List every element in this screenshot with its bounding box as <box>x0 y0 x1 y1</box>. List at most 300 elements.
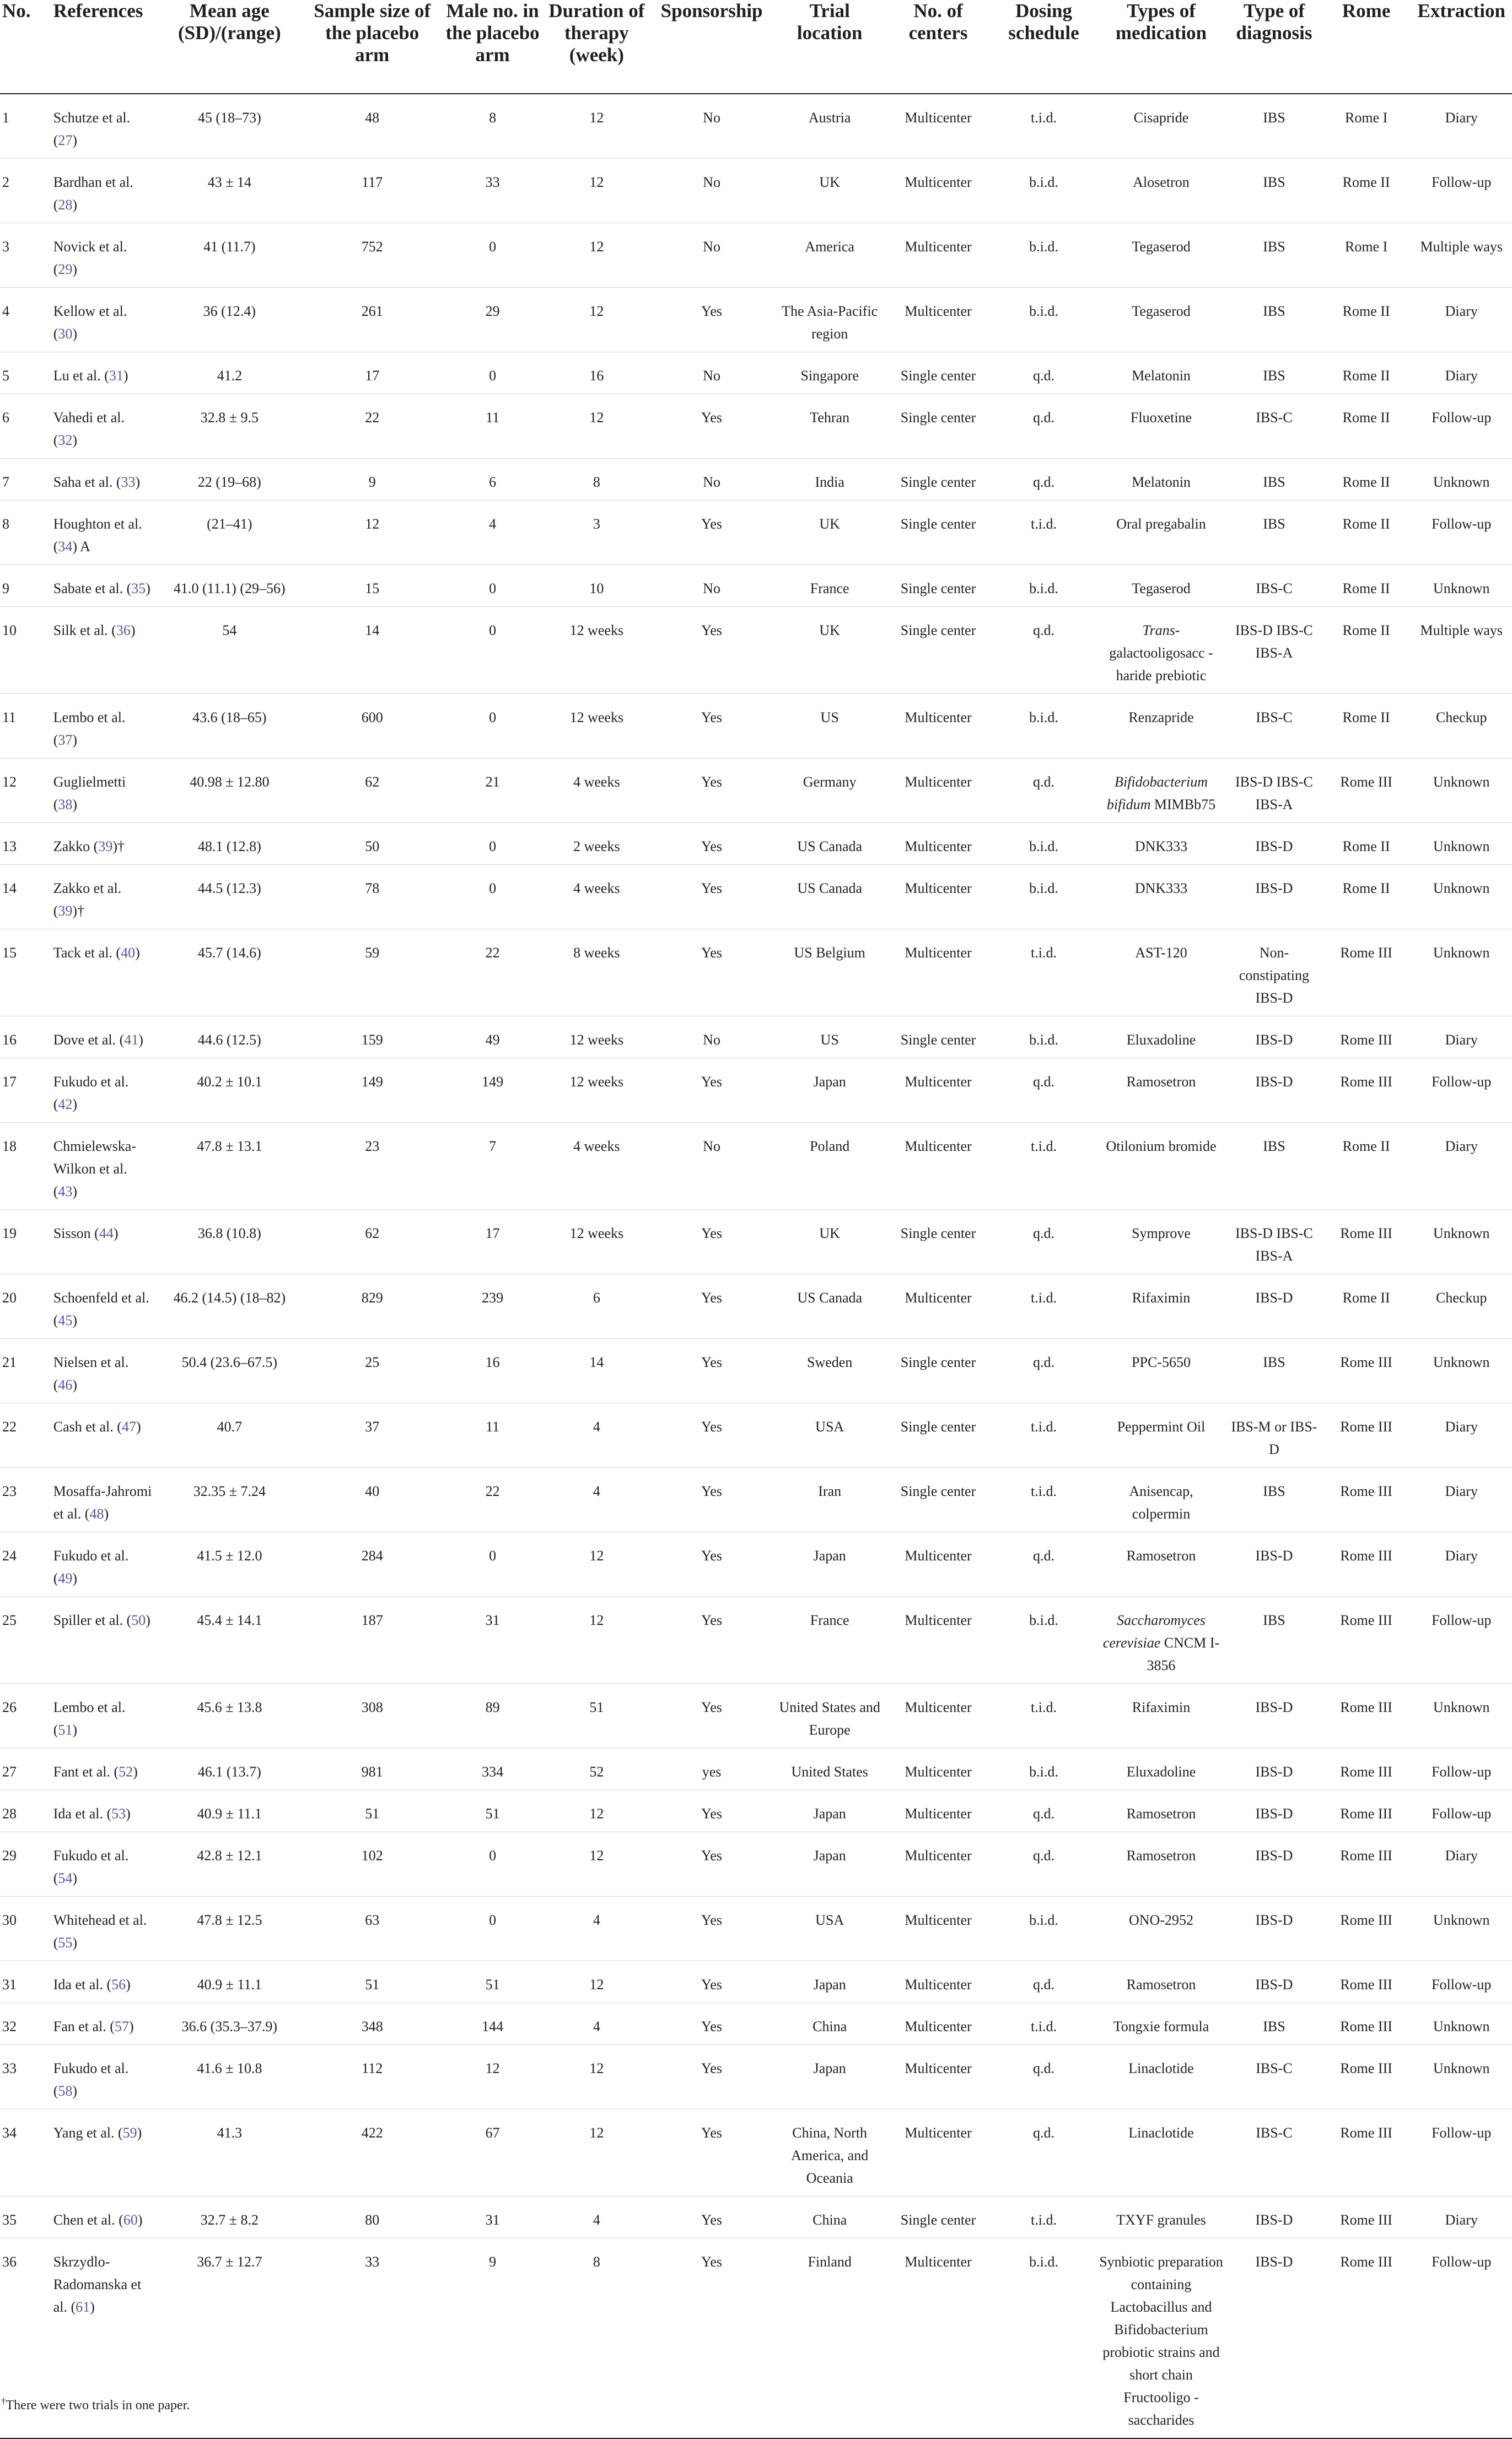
cell-reference <box>51 223 155 288</box>
cell-male-no: 21 <box>485 774 500 790</box>
reference-author: Novick et al. ( <box>53 239 127 277</box>
cell-centers: Multicenter <box>905 2125 972 2141</box>
cell-location: China <box>813 2018 847 2034</box>
cell-mean-age: 45.7 (14.6) <box>197 945 261 961</box>
cell-medication <box>1096 2196 1226 2238</box>
reference-author: Schutze et al. ( <box>53 110 131 148</box>
cell-dosing: q.d. <box>1032 2060 1054 2076</box>
table-row <box>0 2238 1512 2439</box>
reference-link[interactable]: 27 <box>58 132 73 148</box>
reference-link[interactable]: 54 <box>58 1870 73 1886</box>
cell-centers: Single center <box>900 368 976 384</box>
cell-mean-age: 32.8 ± 9.5 <box>200 410 259 426</box>
reference-author: Lembo et al. ( <box>53 1699 126 1738</box>
cell-extraction: Diary <box>1445 1138 1478 1154</box>
cell-duration: 12 <box>589 1548 604 1564</box>
cell-no: 23 <box>2 1483 17 1499</box>
footnote-text: There were two trials in one paper. <box>6 2398 190 2413</box>
cell-location: Sweden <box>807 1354 853 1370</box>
cell-extraction: Diary <box>1445 1483 1478 1499</box>
reference-link[interactable]: 53 <box>111 1806 126 1822</box>
reference-link[interactable]: 56 <box>111 1977 126 1993</box>
cell-male-no: 22 <box>485 945 500 961</box>
medication-name: Tegaserod <box>1132 580 1191 596</box>
cell-extraction: Follow-up <box>1432 1074 1492 1090</box>
cell-sponsorship: Yes <box>701 1806 722 1822</box>
reference-link[interactable]: 61 <box>76 2299 90 2315</box>
cell-mean-age: 43.6 (18–65) <box>192 709 267 725</box>
cell-no: 20 <box>2 1290 17 1306</box>
cell-diagnosis: IBS-D IBS-C IBS-A <box>1235 1225 1313 1264</box>
cell-sponsorship: Yes <box>701 1612 722 1628</box>
cell-mean-age: 47.8 ± 12.5 <box>197 1912 262 1928</box>
cell-diagnosis: IBS <box>1263 474 1285 490</box>
reference-author: Kellow et al. ( <box>53 303 127 342</box>
reference-link[interactable]: 46 <box>58 1377 73 1393</box>
cell-location: France <box>810 1612 849 1628</box>
reference-link[interactable]: 44 <box>99 1225 114 1241</box>
cell-duration: 12 <box>589 174 604 190</box>
cell-mean-age: 40.7 <box>217 1419 243 1435</box>
cell-centers: Multicenter <box>905 1912 972 1928</box>
cell-sponsorship: No <box>703 580 720 596</box>
medication-name: Anisencap, colpermin <box>1129 1483 1193 1522</box>
cell-sample-size: 12 <box>365 516 380 532</box>
cell-dosing: b.i.d. <box>1029 174 1058 190</box>
cell-sponsorship: Yes <box>701 516 722 532</box>
cell-location: UK <box>819 516 840 532</box>
cell-centers: Multicenter <box>905 838 972 854</box>
cell-duration: 51 <box>589 1699 604 1715</box>
medication-name: Linaclotide <box>1128 2125 1194 2141</box>
cell-location: China <box>813 2212 847 2228</box>
cell-sponsorship: Yes <box>701 2018 722 2034</box>
cell-diagnosis: Non-constipating IBS-D <box>1239 945 1309 1006</box>
cell-location: Austria <box>808 110 851 126</box>
cell-dosing: b.i.d. <box>1029 1764 1058 1780</box>
cell-diagnosis: IBS <box>1263 110 1285 126</box>
reference-link[interactable]: 39 <box>98 838 113 854</box>
cell-reference <box>51 159 155 223</box>
cell-extraction: Follow-up <box>1432 410 1492 426</box>
cell-extraction: Unknown <box>1433 880 1490 896</box>
cell-medication <box>1096 223 1226 288</box>
col-header-centers: No. of centers <box>908 0 968 44</box>
cell-male-no: 0 <box>489 709 497 725</box>
reference-link[interactable]: 32 <box>58 432 73 448</box>
reference-author: Houghton et al. ( <box>53 516 142 554</box>
cell-sample-size: 51 <box>365 1806 380 1822</box>
reference-link[interactable]: 52 <box>119 1764 133 1780</box>
cell-extraction: Unknown <box>1433 838 1490 854</box>
cell-reference <box>51 352 155 394</box>
reference-suffix: ) <box>136 1419 141 1435</box>
cell-sample-size: 117 <box>362 174 383 190</box>
reference-link[interactable]: 59 <box>122 2125 137 2141</box>
reference-author: Zakko ( <box>53 838 99 854</box>
cell-dosing: q.d. <box>1032 410 1054 426</box>
medication-name: Eluxadoline <box>1126 1764 1196 1780</box>
reference-link[interactable]: 34 <box>58 539 73 554</box>
cell-male-no: 11 <box>486 410 500 426</box>
cell-no: 9 <box>2 580 9 596</box>
footnote <box>1 2397 190 2414</box>
cell-duration: 12 <box>589 1848 604 1864</box>
cell-sponsorship: Yes <box>701 774 722 790</box>
cell-sample-size: 829 <box>361 1290 383 1306</box>
cell-sample-size: 33 <box>365 2254 380 2270</box>
cell-reference <box>51 694 155 758</box>
cell-extraction: Diary <box>1445 1848 1478 1864</box>
reference-link[interactable]: 43 <box>58 1183 73 1199</box>
cell-extraction: Diary <box>1445 2212 1478 2228</box>
cell-sponsorship: Yes <box>701 880 722 896</box>
reference-author: Ida et al. ( <box>53 1977 112 1993</box>
reference-author: Lembo et al. ( <box>53 709 126 748</box>
cell-duration: 12 <box>589 410 604 426</box>
table-row <box>0 459 1512 500</box>
reference-link[interactable]: 45 <box>58 1312 73 1328</box>
cell-male-no: 12 <box>485 2060 500 2076</box>
medication-italic: Saccharomyces cerevisiae <box>1102 1612 1206 1651</box>
cell-location: China, North America, and Oceania <box>791 2125 869 2186</box>
cell-location: US Canada <box>797 1290 863 1306</box>
cell-sponsorship: Yes <box>701 1977 722 1993</box>
cell-duration: 2 weeks <box>573 838 620 854</box>
reference-link[interactable]: 51 <box>58 1722 73 1738</box>
cell-location: America <box>805 239 854 255</box>
cell-extraction: Unknown <box>1433 1354 1490 1370</box>
cell-dosing: b.i.d. <box>1029 580 1058 596</box>
reference-author: Fukudo et al. ( <box>53 1548 129 1586</box>
cell-rome: Rome II <box>1342 580 1390 596</box>
cell-dosing: q.d. <box>1032 1806 1054 1822</box>
reference-link[interactable]: 60 <box>123 2212 138 2228</box>
cell-sample-size: 37 <box>365 1419 380 1435</box>
reference-author: Skrzydlo-Radomanska et al. ( <box>53 2254 142 2315</box>
reference-suffix: ) <box>72 796 78 812</box>
table-row <box>0 223 1512 288</box>
table-body <box>0 94 1512 2438</box>
cell-location: Japan <box>813 1977 846 1993</box>
cell-mean-age: 47.8 ± 13.1 <box>197 1138 262 1154</box>
cell-sponsorship: Yes <box>701 1483 722 1499</box>
cell-rome: Rome II <box>1342 622 1390 638</box>
reference-link[interactable]: 40 <box>121 945 136 961</box>
reference-link[interactable]: 48 <box>89 1506 104 1522</box>
reference-author: Nielsen et al. ( <box>53 1354 129 1393</box>
cell-dosing: t.i.d. <box>1031 1290 1057 1306</box>
cell-medication <box>1096 1058 1226 1123</box>
reference-link[interactable]: 57 <box>114 2018 129 2034</box>
cell-diagnosis: IBS-D <box>1255 1764 1293 1780</box>
cell-duration: 6 <box>593 1290 600 1306</box>
cell-location: US Canada <box>797 838 863 854</box>
cell-no: 27 <box>2 1764 17 1780</box>
cell-extraction: Unknown <box>1433 474 1490 490</box>
cell-sponsorship: Yes <box>701 1290 722 1306</box>
reference-link[interactable]: 39 <box>58 903 73 919</box>
cell-male-no: 16 <box>485 1354 500 1370</box>
reference-link[interactable]: 35 <box>131 580 146 596</box>
medication-name: Melatonin <box>1132 368 1191 384</box>
reference-link[interactable]: 36 <box>116 622 131 638</box>
table-row <box>0 1748 1512 1790</box>
cell-location: Japan <box>813 1548 846 1564</box>
reference-link[interactable]: 55 <box>58 1935 73 1951</box>
cell-no: 16 <box>2 1032 17 1048</box>
cell-no: 18 <box>2 1138 17 1154</box>
cell-duration: 8 weeks <box>573 945 620 961</box>
table-row <box>0 1016 1512 1058</box>
cell-male-no: 4 <box>489 516 497 532</box>
reference-author: Fukudo et al. ( <box>53 1848 129 1886</box>
reference-link[interactable]: 38 <box>58 796 73 812</box>
cell-medication <box>1096 1532 1226 1597</box>
cell-male-no: 31 <box>485 1612 500 1628</box>
reference-suffix: ) A <box>72 539 90 554</box>
reference-link[interactable]: 50 <box>131 1612 146 1628</box>
cell-mean-age: 40.9 ± 11.1 <box>197 1806 262 1822</box>
cell-duration: 12 weeks <box>569 709 624 725</box>
cell-no: 25 <box>2 1612 17 1628</box>
cell-medication <box>1096 2045 1226 2109</box>
reference-link[interactable]: 29 <box>58 261 73 277</box>
cell-diagnosis: IBS-D <box>1255 1032 1293 1048</box>
cell-extraction: Follow-up <box>1432 1612 1492 1628</box>
cell-medication <box>1096 1468 1226 1532</box>
reference-suffix: ) <box>72 132 78 148</box>
cell-sample-size: 51 <box>365 1977 380 1993</box>
cell-medication <box>1096 1832 1226 1897</box>
cell-sample-size: 14 <box>365 622 380 638</box>
reference-link[interactable]: 42 <box>58 1096 73 1112</box>
medication-name: PPC-5650 <box>1132 1354 1191 1370</box>
reference-link[interactable]: 58 <box>58 2083 73 2099</box>
cell-centers: Multicenter <box>905 1699 972 1715</box>
reference-author: Dove et al. ( <box>53 1032 125 1048</box>
reference-suffix: ) <box>72 1935 78 1951</box>
cell-mean-age: 22 (19–68) <box>197 474 261 490</box>
reference-link[interactable]: 31 <box>109 368 123 384</box>
cell-centers: Multicenter <box>905 239 972 255</box>
cell-duration: 12 <box>589 1806 604 1822</box>
reference-suffix: ) <box>72 1377 78 1393</box>
table-row <box>0 2196 1512 2238</box>
cell-dosing: t.i.d. <box>1031 945 1057 961</box>
cell-diagnosis: IBS-D <box>1255 1699 1293 1715</box>
cell-reference <box>51 1748 155 1790</box>
table-row <box>0 1832 1512 1897</box>
cell-mean-age: 36.6 (35.3–37.9) <box>181 2018 277 2034</box>
cell-medication <box>1096 1210 1226 1274</box>
cell-male-no: 33 <box>485 174 500 190</box>
reference-author: Fant et al. ( <box>53 1764 119 1780</box>
cell-diagnosis: IBS <box>1263 174 1285 190</box>
reference-link[interactable]: 47 <box>121 1419 136 1435</box>
col-header-no: No. <box>2 0 31 21</box>
cell-no: 3 <box>2 239 9 255</box>
cell-sponsorship: No <box>703 110 720 126</box>
reference-suffix: )† <box>72 903 85 919</box>
medication-italic: Bifidobacterium bifidum <box>1106 774 1208 812</box>
cell-sample-size: 348 <box>361 2018 383 2034</box>
reference-link[interactable]: 28 <box>58 197 73 213</box>
reference-author: Yang et al. ( <box>53 2125 123 2141</box>
cell-duration: 4 <box>593 1419 600 1435</box>
cell-mean-age: 45 (18–73) <box>197 110 261 126</box>
cell-mean-age: 41.6 ± 10.8 <box>197 2060 262 2076</box>
cell-rome: Rome III <box>1340 1764 1392 1780</box>
cell-sample-size: 63 <box>365 1912 380 1928</box>
medication-name: Oral pregabalin <box>1116 516 1206 532</box>
cell-rome: Rome I <box>1345 239 1388 255</box>
reference-author: Spiller et al. ( <box>53 1612 132 1628</box>
cell-diagnosis: IBS-C <box>1256 410 1293 426</box>
cell-centers: Single center <box>900 1354 976 1370</box>
cell-medication <box>1096 1897 1226 1961</box>
cell-location: India <box>815 474 844 490</box>
cell-sample-size: 600 <box>361 709 383 725</box>
cell-rome: Rome I <box>1345 110 1388 126</box>
cell-reference <box>51 929 155 1016</box>
reference-suffix: )† <box>112 838 125 854</box>
cell-sponsorship: Yes <box>701 1548 722 1564</box>
table-row <box>0 1961 1512 2003</box>
reference-author: Fan et al. ( <box>53 2018 115 2034</box>
cell-extraction: Follow-up <box>1432 516 1492 532</box>
medication-name: Tongxie formula <box>1113 2018 1209 2034</box>
cell-diagnosis: IBS-C <box>1256 2060 1293 2076</box>
reference-link[interactable]: 41 <box>124 1032 139 1048</box>
reference-link[interactable]: 49 <box>58 1570 73 1586</box>
header-row <box>0 0 1512 94</box>
cell-centers: Multicenter <box>905 2060 972 2076</box>
reference-link[interactable]: 37 <box>58 732 73 748</box>
cell-diagnosis: IBS-D <box>1255 1290 1293 1306</box>
cell-male-no: 0 <box>489 1548 497 1564</box>
cell-duration: 12 weeks <box>569 1074 624 1090</box>
cell-medication <box>1096 607 1226 694</box>
reference-suffix: ) <box>137 2125 142 2141</box>
cell-diagnosis: IBS-C <box>1256 2125 1293 2141</box>
medication-name: Melatonin <box>1132 474 1191 490</box>
reference-suffix: ) <box>146 580 150 596</box>
cell-sample-size: 112 <box>362 2060 383 2076</box>
cell-sample-size: 62 <box>365 1225 380 1241</box>
cell-rome: Rome II <box>1342 709 1390 725</box>
col-header-location: Trial location <box>797 0 863 44</box>
cell-location: UK <box>819 622 840 638</box>
cell-rome: Rome III <box>1340 1074 1392 1090</box>
cell-medication <box>1096 823 1226 865</box>
col-header-extraction: Extraction <box>1417 0 1505 21</box>
cell-diagnosis: IBS-D <box>1255 1806 1293 1822</box>
cell-no: 24 <box>2 1548 17 1564</box>
cell-no: 7 <box>2 474 9 490</box>
cell-no: 15 <box>2 945 17 961</box>
cell-male-no: 49 <box>485 1032 500 1048</box>
col-header-medication: Types of medication <box>1115 0 1207 44</box>
medication-name: Ramosetron <box>1126 1848 1196 1864</box>
cell-no: 31 <box>2 1977 17 1993</box>
reference-author: Bardhan et al. ( <box>53 174 133 213</box>
cell-sample-size: 187 <box>361 1612 383 1628</box>
cell-location: United States <box>791 1764 868 1780</box>
cell-duration: 12 <box>589 1977 604 1993</box>
cell-male-no: 67 <box>485 2125 500 2141</box>
cell-sponsorship: Yes <box>701 622 722 638</box>
cell-diagnosis: IBS-D <box>1255 1848 1293 1864</box>
cell-centers: Single center <box>900 580 976 596</box>
cell-location: UK <box>819 1225 840 1241</box>
reference-author: Tack et al. ( <box>53 945 121 961</box>
cell-rome: Rome III <box>1340 2254 1392 2270</box>
cell-male-no: 149 <box>482 1074 504 1090</box>
cell-sponsorship: No <box>703 174 720 190</box>
cell-sample-size: 752 <box>361 239 383 255</box>
cell-location: US <box>820 1032 839 1048</box>
cell-diagnosis: IBS <box>1263 1612 1285 1628</box>
cell-sample-size: 80 <box>365 2212 380 2228</box>
cell-diagnosis: IBS-D <box>1255 1977 1293 1993</box>
cell-male-no: 9 <box>489 2254 497 2270</box>
cell-diagnosis: IBS-C <box>1256 709 1293 725</box>
cell-centers: Single center <box>900 1419 976 1435</box>
cell-location: US <box>820 709 839 725</box>
footnote-mark: † <box>1 2396 6 2406</box>
cell-no: 17 <box>2 1074 17 1090</box>
cell-sponsorship: Yes <box>701 2212 722 2228</box>
cell-medication <box>1096 1961 1226 2003</box>
cell-reference <box>51 1016 155 1058</box>
cell-sponsorship: No <box>703 368 720 384</box>
table-row <box>0 288 1512 352</box>
cell-sample-size: 261 <box>361 303 383 319</box>
cell-medication <box>1096 2003 1226 2045</box>
cell-reference <box>51 1961 155 2003</box>
cell-male-no: 0 <box>489 580 497 596</box>
cell-sponsorship: No <box>703 239 720 255</box>
cell-diagnosis: IBS-D IBS-C IBS-A <box>1235 622 1313 661</box>
table-row <box>0 694 1512 758</box>
cell-centers: Single center <box>900 410 976 426</box>
cell-sponsorship: Yes <box>701 945 722 961</box>
cell-reference <box>51 94 155 159</box>
cell-dosing: b.i.d. <box>1029 2254 1058 2270</box>
cell-dosing: q.d. <box>1032 1225 1054 1241</box>
reference-suffix: ) <box>135 474 141 490</box>
cell-location: The Asia-Pacific region <box>782 303 878 342</box>
cell-reference <box>51 823 155 865</box>
cell-extraction: Checkup <box>1436 709 1487 725</box>
reference-link[interactable]: 33 <box>121 474 136 490</box>
cell-extraction: Unknown <box>1433 2060 1490 2076</box>
cell-mean-age: 40.9 ± 11.1 <box>197 1977 262 1993</box>
reference-link[interactable]: 30 <box>58 326 73 342</box>
cell-dosing: q.d. <box>1032 1977 1054 1993</box>
cell-extraction: Follow-up <box>1432 2125 1492 2141</box>
reference-author: Mosaffa-Jahromi et al. ( <box>53 1483 152 1522</box>
cell-location: Germany <box>803 774 857 790</box>
cell-reference <box>51 1403 155 1468</box>
cell-duration: 4 <box>593 1483 600 1499</box>
cell-medication <box>1096 1339 1226 1403</box>
reference-suffix: ) <box>72 732 78 748</box>
cell-dosing: t.i.d. <box>1031 1483 1057 1499</box>
cell-rome: Rome II <box>1342 838 1390 854</box>
cell-location: US Canada <box>797 880 863 896</box>
